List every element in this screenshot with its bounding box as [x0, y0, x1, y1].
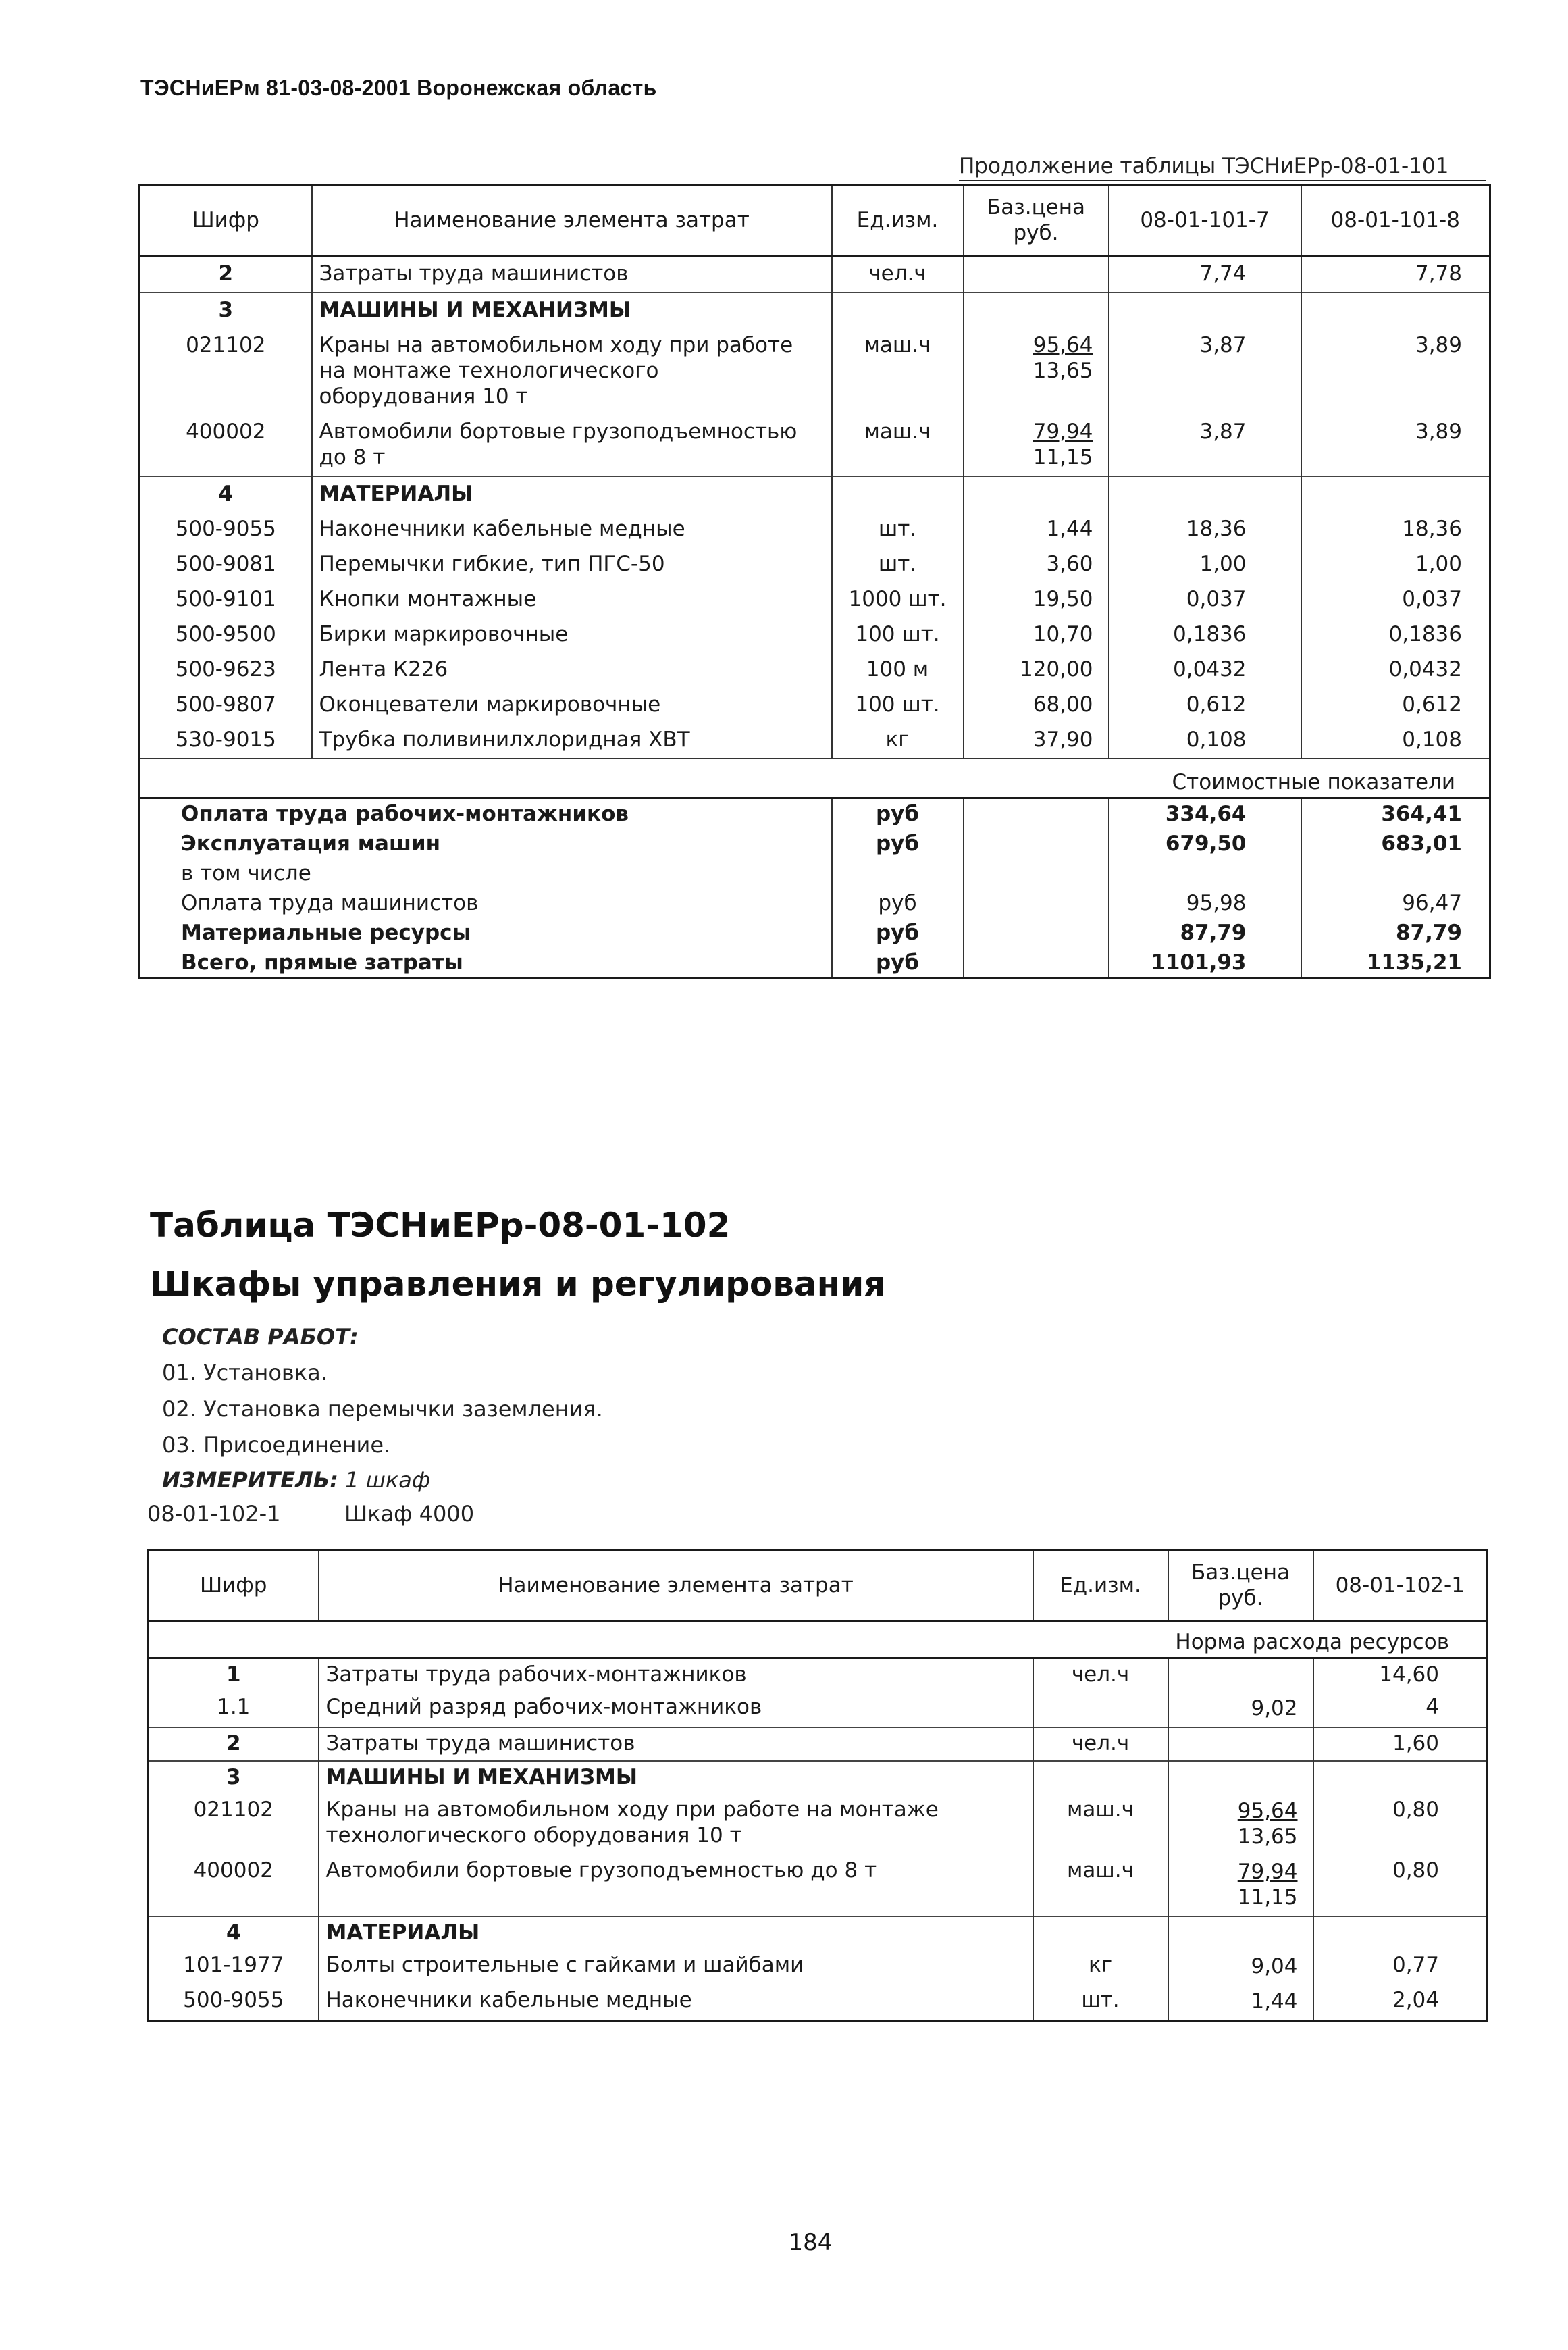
value-cell: 7,74: [1109, 256, 1301, 293]
code-cell: 500-9055: [175, 517, 276, 541]
table-row: [149, 1727, 1488, 1761]
name-cell: Средний разряд рабочих-монтажников: [319, 1691, 1033, 1727]
table-row: [149, 1794, 1488, 1855]
cost-unit: руб: [832, 948, 964, 979]
cost-row: [140, 948, 1490, 979]
unit-cell: шт.: [832, 512, 964, 547]
cost-value: [1109, 859, 1301, 888]
unit-cell: маш.ч: [1033, 1855, 1168, 1916]
unit-cell: [832, 476, 964, 512]
header-cell: Наименование элемента затрат: [312, 185, 832, 256]
price-cell: [964, 617, 1109, 653]
code-cell: 500-9101: [175, 587, 276, 611]
composition-label: СОСТАВ РАБОТ:: [162, 1324, 359, 1350]
header-cell: Баз.цена руб.: [964, 185, 1109, 256]
code-cell: 4: [140, 476, 312, 512]
cost-name: Эксплуатация машин: [181, 832, 441, 856]
value-cell: 0,80: [1313, 1794, 1488, 1855]
value-cell: 0,0432: [1301, 653, 1490, 688]
unit-cell: чел.ч: [1033, 1727, 1168, 1761]
table-row: [149, 1855, 1488, 1916]
operator-wage-price: 13,65: [1033, 359, 1093, 383]
table-row: [140, 617, 1490, 653]
cost-name: Всего, прямые затраты: [181, 950, 463, 975]
code-cell: 1: [226, 1662, 241, 1687]
table-row: [140, 723, 1490, 759]
code-cell: 500-9055: [183, 1988, 284, 2012]
unit-cell: кг: [832, 723, 964, 759]
cost-value: 87,79: [1109, 918, 1301, 948]
name-cell: Затраты труда машинистов: [319, 1727, 1033, 1761]
header-cell: Наименование элемента затрат: [319, 1550, 1033, 1621]
table-row: [140, 256, 1490, 293]
name-cell: МАШИНЫ И МЕХАНИЗМЫ: [319, 1761, 1033, 1794]
unit-cell: [832, 292, 964, 328]
price-cell: [1168, 1794, 1313, 1855]
table-row: [149, 1985, 1488, 2021]
name-cell: МАТЕРИАЛЫ: [312, 476, 832, 512]
value-cell: 1,60: [1313, 1727, 1488, 1761]
value-cell: 2,04: [1313, 1985, 1488, 2021]
cost-price-blank: [964, 829, 1109, 859]
table-101-continuation: [138, 184, 1491, 979]
cost-price-blank: [964, 888, 1109, 918]
unit-cell: [1033, 1761, 1168, 1794]
base-price: 68,00: [1033, 692, 1093, 717]
code-cell: 1.1: [217, 1695, 251, 1719]
norm-code: 08-01-102-1: [147, 1501, 281, 1527]
price-cell: [964, 547, 1109, 582]
price-cell: [1168, 1949, 1313, 1985]
value-cell: 0,77: [1313, 1949, 1488, 1985]
work-step: 03. Присоединение.: [162, 1432, 391, 1458]
value-cell: [1313, 1916, 1488, 1949]
value-cell: 1,00: [1301, 547, 1490, 582]
code-cell: 3: [149, 1761, 319, 1794]
value-cell: [1109, 476, 1301, 512]
base-price: 1,44: [1251, 1989, 1298, 2014]
unit-cell: [1033, 1916, 1168, 1949]
value-cell: 0,108: [1301, 723, 1490, 759]
unit-cell: маш.ч: [832, 415, 964, 476]
base-price: 37,90: [1033, 727, 1093, 752]
price-cell: [1168, 1658, 1313, 1692]
value-cell: 0,80: [1313, 1855, 1488, 1916]
value-cell: 14,60: [1313, 1658, 1488, 1692]
name-cell: Лента К226: [312, 653, 832, 688]
header-cell: Баз.цена руб.: [1168, 1550, 1313, 1621]
cost-value: 87,79: [1301, 918, 1490, 948]
table-header-row: [149, 1550, 1488, 1621]
cost-caption-row: [140, 759, 1490, 798]
continuation-caption: Продолжение таблицы ТЭСНиЕРр-08-01-101: [959, 154, 1486, 181]
measure-value: 1 шкаф: [345, 1467, 431, 1493]
cost-value: 334,64: [1109, 798, 1301, 829]
table-row: [149, 1761, 1488, 1794]
cost-value: 683,01: [1301, 829, 1490, 859]
name-cell: Наконечники кабельные медные: [319, 1985, 1033, 2021]
name-cell: МАТЕРИАЛЫ: [319, 1916, 1033, 1949]
cost-name: Материальные ресурсы: [181, 921, 471, 945]
header-cell: 08-01-101-7: [1109, 185, 1301, 256]
name-cell: Кнопки монтажные: [312, 582, 832, 617]
cost-unit: руб: [832, 798, 964, 829]
operator-wage-price: 13,65: [1237, 1824, 1298, 1849]
cost-price-blank: [964, 859, 1109, 888]
base-price: 95,64: [1237, 1799, 1298, 1823]
cost-row: [140, 829, 1490, 859]
table-title: Таблица ТЭСНиЕРр-08-01-102: [150, 1206, 731, 1245]
cost-value: 1101,93: [1109, 948, 1301, 979]
value-cell: 0,1836: [1301, 617, 1490, 653]
table-row: [140, 582, 1490, 617]
base-price: 9,02: [1251, 1696, 1298, 1720]
value-cell: 7,78: [1301, 256, 1490, 293]
name-cell: МАШИНЫ И МЕХАНИЗМЫ: [312, 292, 832, 328]
measure-label: ИЗМЕРИТЕЛЬ:: [162, 1467, 338, 1493]
header-cell: Ед.изм.: [832, 185, 964, 256]
price-cell: [964, 688, 1109, 723]
value-cell: 0,037: [1109, 582, 1301, 617]
cost-value: [1301, 859, 1490, 888]
price-cell: [964, 582, 1109, 617]
price-cell: [1168, 1985, 1313, 2021]
unit-cell: шт.: [832, 547, 964, 582]
name-cell: Затраты труда рабочих-монтажников: [319, 1658, 1033, 1692]
cost-value: 364,41: [1301, 798, 1490, 829]
price-cell: [1168, 1727, 1313, 1761]
page-number: 184: [788, 2229, 833, 2256]
name-cell: Трубка поливинилхлоридная ХВТ: [312, 723, 832, 759]
unit-cell: чел.ч: [832, 256, 964, 293]
base-price: 79,94: [1033, 419, 1093, 444]
cost-value: 679,50: [1109, 829, 1301, 859]
base-price: 10,70: [1033, 622, 1093, 646]
code-cell: 500-9500: [175, 622, 276, 646]
value-cell: 0,612: [1301, 688, 1490, 723]
table-row: [140, 292, 1490, 328]
norm-caption: Норма расхода ресурсов: [149, 1621, 1488, 1658]
cost-row: [140, 859, 1490, 888]
name-cell: Болты строительные с гайками и шайбами: [319, 1949, 1033, 1985]
cost-row: [140, 918, 1490, 948]
value-cell: 4: [1313, 1691, 1488, 1727]
value-cell: [1301, 476, 1490, 512]
table-row: [140, 476, 1490, 512]
base-price: 79,94: [1237, 1860, 1298, 1884]
header-cell: 08-01-102-1: [1313, 1550, 1488, 1621]
value-cell: 0,108: [1109, 723, 1301, 759]
cost-row: [140, 888, 1490, 918]
cost-row: [140, 798, 1490, 829]
table-row: [149, 1949, 1488, 1985]
code-cell: 500-9081: [175, 552, 276, 576]
unit-cell: 100 м: [832, 653, 964, 688]
value-cell: [1313, 1761, 1488, 1794]
table-row: [140, 688, 1490, 723]
name-cell: Краны на автомобильном ходу при работе на монтаже технологического оборудования 10 т: [319, 1794, 1033, 1855]
unit-cell: шт.: [1033, 1985, 1168, 2021]
base-price: 9,04: [1251, 1954, 1298, 1978]
code-cell: 4: [149, 1916, 319, 1949]
value-cell: 3,87: [1109, 328, 1301, 415]
price-cell: [964, 292, 1109, 328]
value-cell: [1109, 292, 1301, 328]
value-cell: 3,87: [1109, 415, 1301, 476]
table-row: [140, 415, 1490, 476]
code-cell: 400002: [193, 1858, 273, 1883]
table-102-norms: [147, 1549, 1488, 2022]
value-cell: [1301, 292, 1490, 328]
value-cell: 18,36: [1301, 512, 1490, 547]
name-cell: Затраты труда машинистов: [312, 256, 832, 293]
base-price: 1,44: [1046, 517, 1093, 541]
header-cell: 08-01-101-8: [1301, 185, 1490, 256]
price-cell: [964, 328, 1109, 415]
price-cell: [1168, 1691, 1313, 1727]
name-cell: Бирки маркировочные: [312, 617, 832, 653]
cost-name: Оплата труда машинистов: [181, 891, 479, 915]
cost-unit: [832, 859, 964, 888]
price-cell: [1168, 1761, 1313, 1794]
unit-cell: чел.ч: [1033, 1658, 1168, 1692]
name-cell: Краны на автомобильном ходу при работе на монтаже технологического оборудования 10 т: [312, 328, 832, 415]
name-cell: Оконцеватели маркировочные: [312, 688, 832, 723]
value-cell: 18,36: [1109, 512, 1301, 547]
price-cell: [964, 512, 1109, 547]
table-header-row: [140, 185, 1490, 256]
measure-line: [162, 1467, 430, 1493]
price-cell: [964, 723, 1109, 759]
cost-unit: руб: [832, 888, 964, 918]
base-price: 19,50: [1033, 587, 1093, 611]
unit-cell: 100 шт.: [832, 617, 964, 653]
table-row: [149, 1658, 1488, 1692]
code-cell: 101-1977: [183, 1953, 284, 1977]
code-cell: 400002: [186, 419, 266, 444]
table-row: [140, 653, 1490, 688]
cost-name: Оплата труда рабочих-монтажников: [181, 802, 629, 826]
code-cell: 021102: [186, 333, 266, 357]
unit-cell: кг: [1033, 1949, 1168, 1985]
cost-unit: руб: [832, 829, 964, 859]
work-step: 02. Установка перемычки заземления.: [162, 1396, 603, 1422]
table-subtitle: Шкафы управления и регулирования: [150, 1265, 886, 1304]
unit-cell: 1000 шт.: [832, 582, 964, 617]
cost-name: в том числе: [181, 861, 311, 886]
price-cell: [964, 256, 1109, 293]
operator-wage-price: 11,15: [1237, 1885, 1298, 1910]
base-price: 3,60: [1046, 552, 1093, 576]
unit-cell: [1033, 1691, 1168, 1727]
value-cell: 0,1836: [1109, 617, 1301, 653]
cost-value: 95,98: [1109, 888, 1301, 918]
code-cell: 2: [218, 261, 234, 286]
name-cell: Автомобили бортовые грузоподъемностью до 8 т: [319, 1855, 1033, 1916]
norm-caption-row: [149, 1621, 1488, 1658]
name-cell: Наконечники кабельные медные: [312, 512, 832, 547]
table-row: [140, 328, 1490, 415]
table-row: [149, 1916, 1488, 1949]
value-cell: 3,89: [1301, 328, 1490, 415]
running-header: ТЭСНиЕРм 81-03-08-2001 Воронежская область: [140, 76, 657, 100]
unit-cell: маш.ч: [832, 328, 964, 415]
value-cell: 3,89: [1301, 415, 1490, 476]
price-cell: [1168, 1916, 1313, 1949]
norm-name: Шкаф 4000: [344, 1501, 475, 1527]
header-cell: Шифр: [140, 185, 312, 256]
cost-value: 1135,21: [1301, 948, 1490, 979]
operator-wage-price: 11,15: [1033, 445, 1093, 469]
unit-cell: 100 шт.: [832, 688, 964, 723]
code-cell: 3: [140, 292, 312, 328]
cost-unit: руб: [832, 918, 964, 948]
table-row: [140, 547, 1490, 582]
price-cell: [1168, 1855, 1313, 1916]
value-cell: 0,0432: [1109, 653, 1301, 688]
base-price: 120,00: [1020, 657, 1093, 682]
cost-value: 96,47: [1301, 888, 1490, 918]
unit-cell: маш.ч: [1033, 1794, 1168, 1855]
price-cell: [964, 476, 1109, 512]
value-cell: 0,612: [1109, 688, 1301, 723]
cost-price-blank: [964, 948, 1109, 979]
base-price: 95,64: [1033, 333, 1093, 357]
cost-price-blank: [964, 798, 1109, 829]
name-cell: Перемычки гибкие, тип ПГС-50: [312, 547, 832, 582]
table-row: [140, 512, 1490, 547]
price-cell: [964, 653, 1109, 688]
code-cell: 530-9015: [175, 727, 276, 752]
value-cell: 1,00: [1109, 547, 1301, 582]
name-cell: Автомобили бортовые грузоподъемностью до 8 т: [312, 415, 832, 476]
code-cell: 500-9623: [175, 657, 276, 682]
cost-caption: Стоимостные показатели: [140, 759, 1490, 798]
header-cell: Ед.изм.: [1033, 1550, 1168, 1621]
value-cell: 0,037: [1301, 582, 1490, 617]
price-cell: [964, 415, 1109, 476]
code-cell: 021102: [193, 1797, 273, 1822]
code-cell: 2: [149, 1727, 319, 1761]
header-cell: Шифр: [149, 1550, 319, 1621]
table-row: [149, 1691, 1488, 1727]
work-step: 01. Установка.: [162, 1360, 328, 1385]
cost-price-blank: [964, 918, 1109, 948]
code-cell: 500-9807: [175, 692, 276, 717]
